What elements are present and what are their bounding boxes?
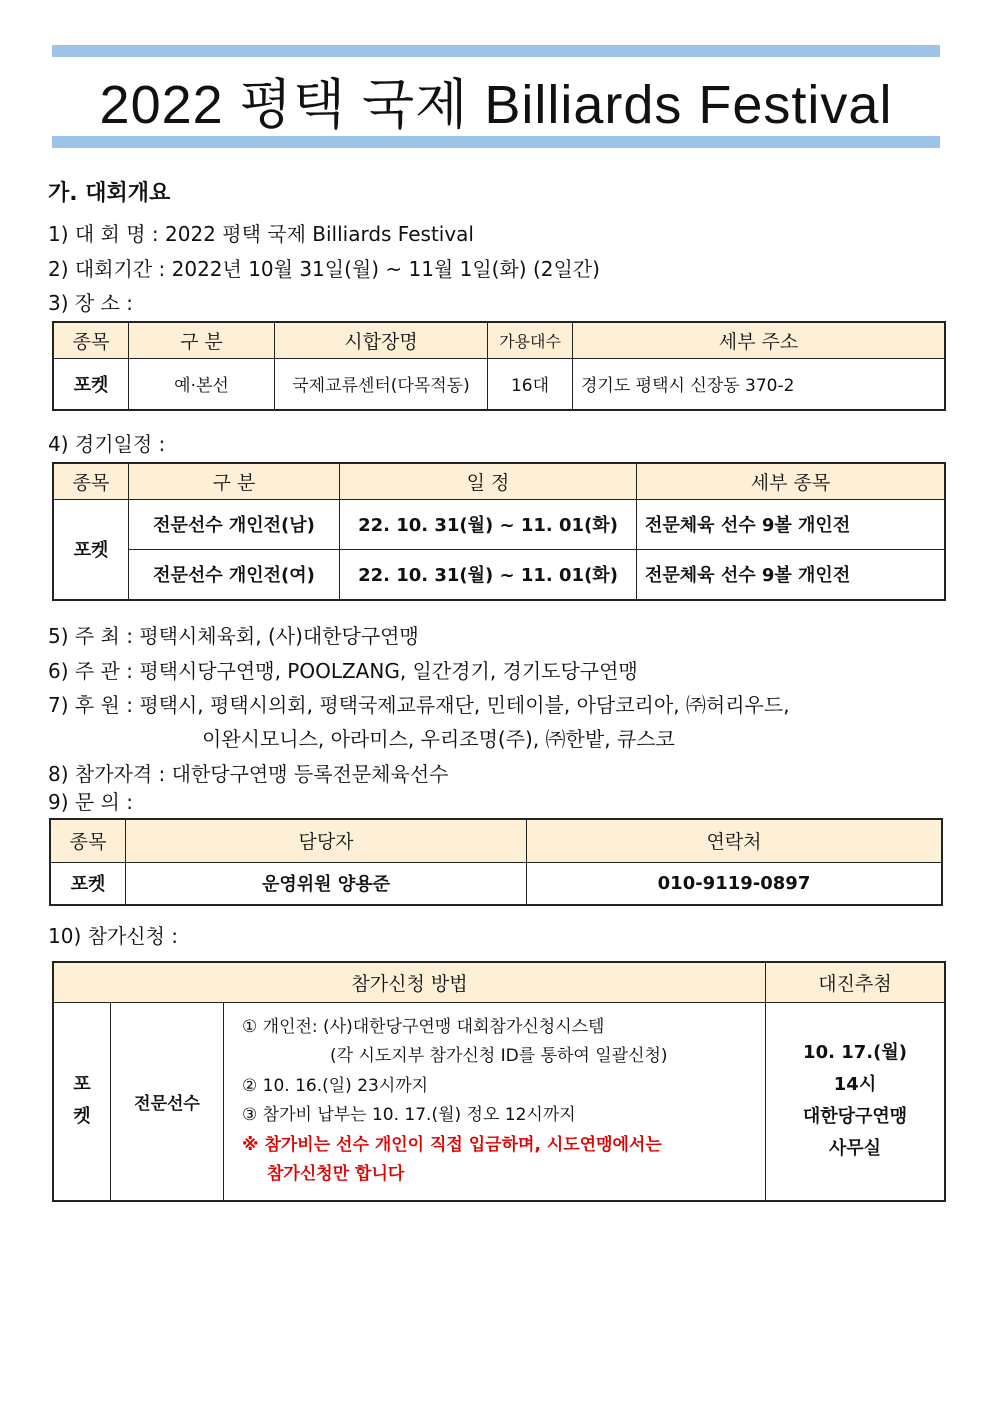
- application-cell-category: 전문선수: [111, 1002, 224, 1201]
- contact-table: [49, 818, 943, 906]
- host-line: 5) 주 최 : 평택시체육회, (사)대한당구연맹: [48, 624, 419, 648]
- title-bottom-bar: [52, 136, 940, 148]
- venue-cell-category: 예·본선: [129, 358, 275, 410]
- schedule-header-date: 일 정: [340, 463, 637, 499]
- sponsor-line: 7) 후 원 : 평택시, 평택시의회, 평택국제교류재단, 민테이블, 아담코리아, ㈜허리우드,: [48, 693, 790, 717]
- schedule-cell-date: 22. 10. 31(월) ~ 11. 01(화): [340, 549, 637, 600]
- contact-header-person: 담당자: [126, 819, 527, 862]
- schedule-table: [52, 462, 946, 601]
- schedule-cell-category: 전문선수 개인전(남): [129, 499, 340, 549]
- venue-header-tables: 가용대수: [488, 322, 573, 358]
- application-header-draw: 대진추첨: [766, 962, 946, 1002]
- method-step-1-note: (각 시도지부 참가신청 ID를 통하여 일괄신청): [330, 1046, 668, 1067]
- schedule-cell-detail: 전문체육 선수 9볼 개인전: [637, 549, 946, 600]
- venue-cell-event: 포켓: [53, 358, 129, 410]
- schedule-cell-detail: 전문체육 선수 9볼 개인전: [637, 499, 946, 549]
- venue-header-venue: 시합장명: [275, 322, 488, 358]
- venue-header-category: 구 분: [129, 322, 275, 358]
- draw-cell: [766, 1002, 946, 1201]
- sponsor-line-continued: 이완시모니스, 아라미스, 우리조명(주), ㈜한밭, 큐스코: [202, 727, 675, 751]
- venue-cell-venue: 국제교류센터(다목적동): [275, 358, 488, 410]
- venue-header-event: 종목: [53, 322, 129, 358]
- venue-table: [52, 321, 946, 411]
- title-top-bar: [52, 45, 940, 57]
- draw-place: 사무실: [828, 1138, 882, 1160]
- schedule-cell-category: 전문선수 개인전(여): [129, 549, 340, 600]
- method-step-1: ① 개인전: (사)대한당구연맹 대회참가신청시스템: [242, 1016, 605, 1037]
- draw-org: 대한당구연맹: [802, 1106, 908, 1128]
- venue-cell-tables: 16대: [488, 358, 573, 410]
- application-table: [52, 961, 946, 1202]
- fee-notice: ※ 참가비는 선수 개인이 직접 입금하며, 시도연맹에서는: [242, 1134, 662, 1155]
- contact-cell-person: 운영위원 양용준: [126, 862, 527, 905]
- application-cell-event: 포 켓: [53, 1002, 111, 1201]
- organizer-line: 6) 주 관 : 평택시당구연맹, POOLZANG, 일간경기, 경기도당구연맹: [48, 659, 638, 683]
- schedule-header-category: 구 분: [129, 463, 340, 499]
- schedule-header-detail: 세부 종목: [637, 463, 946, 499]
- venue-line: 3) 장 소 :: [48, 291, 133, 315]
- application-line: 10) 참가신청 :: [48, 924, 178, 948]
- fee-notice-continued: 참가신청만 합니다: [267, 1164, 405, 1185]
- method-step-2: ② 10. 16.(일) 23시까지: [242, 1075, 429, 1096]
- page-title: 2022 평택 국제 Billiards Festival: [99, 75, 893, 135]
- application-method-cell: [224, 1002, 766, 1201]
- method-step-3: ③ 참가비 납부는 10. 17.(월) 정오 12시까지: [242, 1105, 576, 1126]
- event-name-line: 1) 대 회 명 : 2022 평택 국제 Billiards Festival: [48, 222, 474, 246]
- inquiry-line: 9) 문 의 :: [48, 790, 133, 814]
- draw-date: 10. 17.(월): [803, 1042, 907, 1064]
- schedule-cell-event: 포켓: [53, 499, 129, 600]
- contact-header-phone: 연락처: [527, 819, 943, 862]
- contact-cell-event: 포켓: [50, 862, 126, 905]
- eligibility-line: 8) 참가자격 : 대한당구연맹 등록전문체육선수: [48, 762, 449, 786]
- schedule-cell-date: 22. 10. 31(월) ~ 11. 01(화): [340, 499, 637, 549]
- event-period-line: 2) 대회기간 : 2022년 10월 31일(월) ~ 11월 1일(화) (2일간): [48, 257, 600, 281]
- draw-time: 14시: [833, 1074, 877, 1096]
- venue-header-address: 세부 주소: [573, 322, 946, 358]
- venue-cell-address: 경기도 평택시 신장동 370-2: [573, 358, 946, 410]
- section-heading: 가. 대회개요: [48, 181, 171, 206]
- application-header-method: 참가신청 방법: [53, 962, 766, 1002]
- contact-cell-phone: 010-9119-0897: [527, 862, 943, 905]
- schedule-line: 4) 경기일정 :: [48, 432, 166, 456]
- schedule-header-event: 종목: [53, 463, 129, 499]
- contact-header-event: 종목: [50, 819, 126, 862]
